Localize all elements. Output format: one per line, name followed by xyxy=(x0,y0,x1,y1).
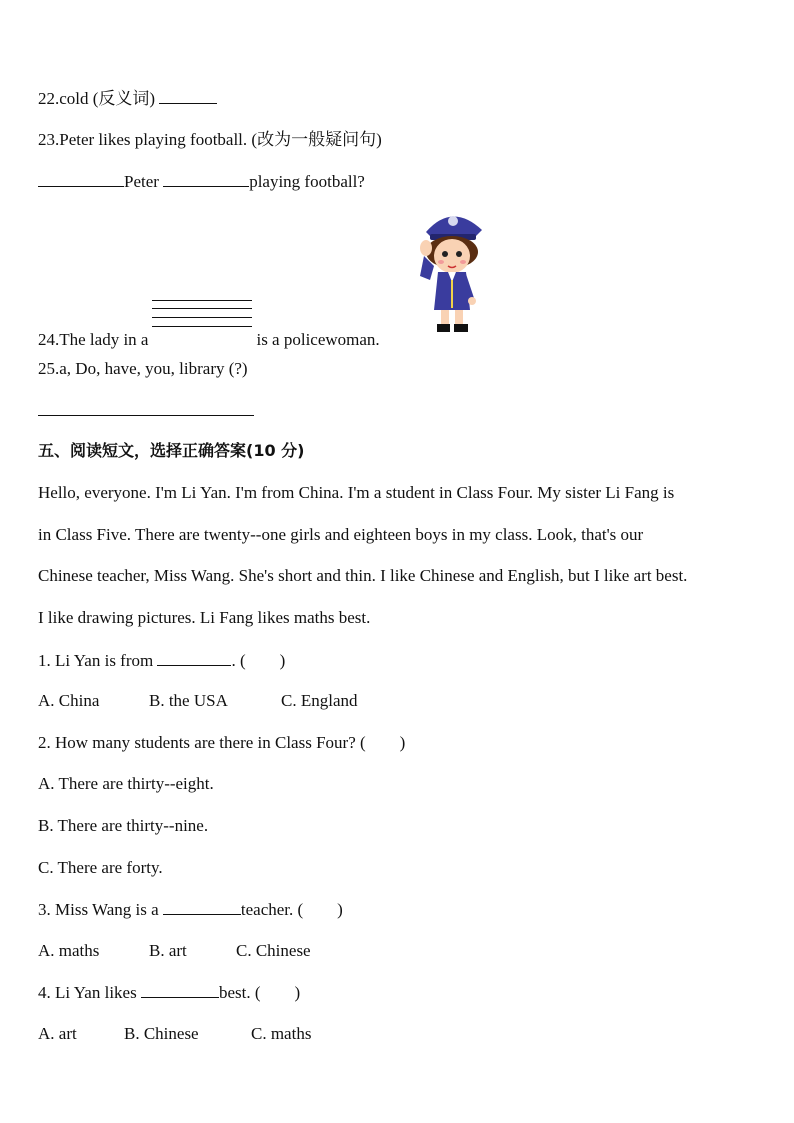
option-b[interactable]: B. There are thirty--nine. xyxy=(38,816,209,835)
option-a[interactable]: A. maths xyxy=(38,941,100,960)
option-c[interactable]: C. There are forty. xyxy=(38,858,163,877)
question-22 xyxy=(38,88,217,109)
question-23-answer-line xyxy=(38,171,365,192)
passage-line: Hello, everyone. I'm Li Yan. I'm from China. I'm a student in Class Four. My sister Li Fang is xyxy=(38,483,675,502)
question-23 xyxy=(38,130,382,150)
q23-tail: playing football? xyxy=(249,172,365,191)
answer-blank[interactable] xyxy=(157,650,231,666)
option-a[interactable]: A. art xyxy=(38,1024,77,1043)
question-22-text: 22.cold (反义词) xyxy=(38,89,160,108)
q23-peter: Peter xyxy=(124,172,159,191)
passage-line: Chinese teacher, Miss Wang. She's short and thin. I like Chinese and English, but I like art best. xyxy=(38,566,688,585)
question-24 xyxy=(38,317,380,350)
question-25-text: 25.a, Do, have, you, library (?) xyxy=(38,359,248,378)
option-c[interactable]: C. maths xyxy=(251,1024,312,1043)
option-b[interactable]: B. the USA xyxy=(149,691,228,710)
reading-question-1 xyxy=(38,650,285,671)
reading-question-3 xyxy=(38,899,343,920)
answer-blank[interactable] xyxy=(159,88,217,104)
answer-blank[interactable] xyxy=(38,400,254,416)
question-text: . ( ) xyxy=(231,651,286,670)
question-23-text: 23.Peter likes playing football. (改为一般疑问句) xyxy=(38,130,382,149)
question-text: best. ( ) xyxy=(218,983,301,1002)
option-c[interactable]: C. England xyxy=(281,691,358,710)
question-text: 4. Li Yan likes xyxy=(38,983,141,1002)
question-25-answer-line xyxy=(38,400,254,421)
question-text: teacher. ( ) xyxy=(240,900,343,919)
question-25 xyxy=(38,359,248,379)
passage-line: I like drawing pictures. Li Fang likes maths best. xyxy=(38,608,371,627)
answer-blank[interactable] xyxy=(141,982,219,998)
option-c[interactable]: C. Chinese xyxy=(236,941,311,960)
option-a[interactable]: A. China xyxy=(38,691,100,710)
answer-four-line-blank[interactable] xyxy=(152,317,252,347)
question-24-prefix: 24.The lady in a xyxy=(38,330,149,349)
reading-question-2: 2. How many students are there in Class Four? ( ) xyxy=(38,733,406,752)
option-a[interactable]: A. There are thirty--eight. xyxy=(38,774,214,793)
option-b[interactable]: B. Chinese xyxy=(124,1024,199,1043)
section-title: 五、阅读短文，选择正确答案(10 分) xyxy=(38,441,305,460)
answer-blank[interactable] xyxy=(38,171,124,187)
answer-blank[interactable] xyxy=(163,171,249,187)
reading-question-4 xyxy=(38,982,300,1003)
policewoman-cartoon-icon xyxy=(412,206,492,336)
option-b[interactable]: B. art xyxy=(149,941,187,960)
question-text: 1. Li Yan is from xyxy=(38,651,158,670)
question-text: 3. Miss Wang is a xyxy=(38,900,163,919)
question-24-suffix: is a policewoman. xyxy=(256,330,380,349)
answer-blank[interactable] xyxy=(163,899,241,915)
passage-line: in Class Five. There are twenty--one girls and eighteen boys in my class. Look, that's our xyxy=(38,525,644,544)
